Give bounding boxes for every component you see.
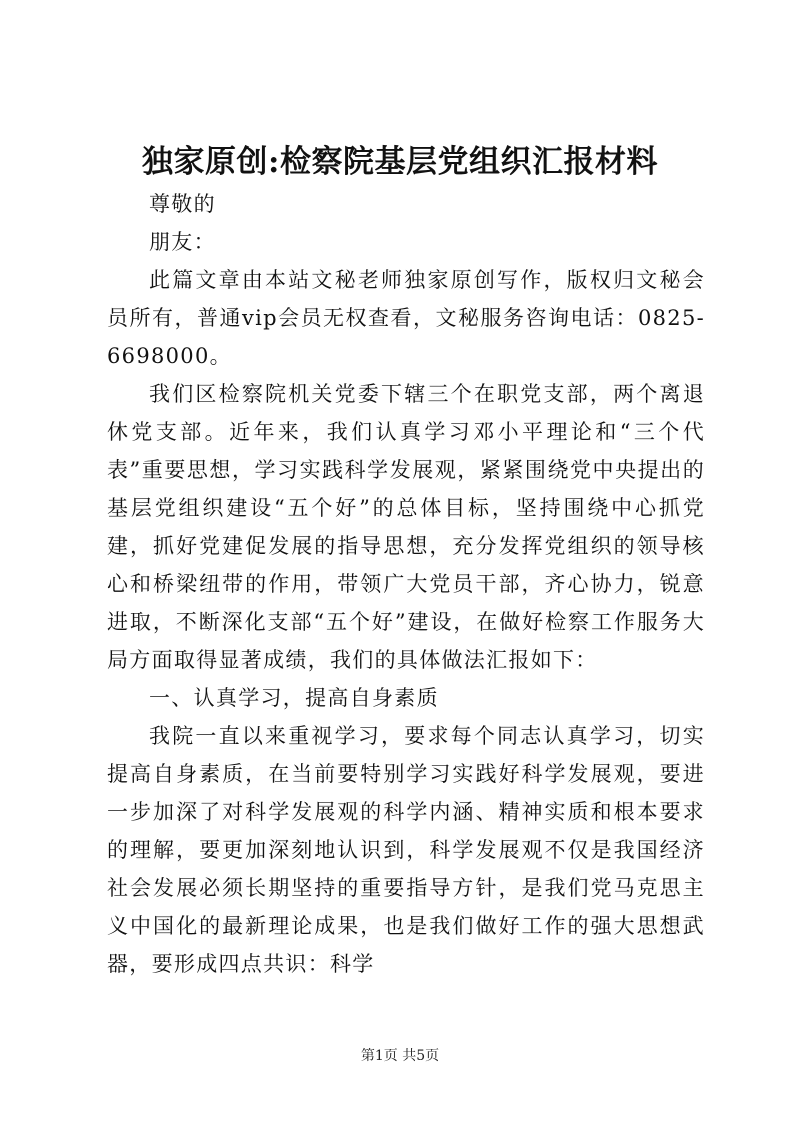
intro-paragraph: 我们区检察院机关党委下辖三个在职党支部，两个离退休党支部。近年来，我们认真学习邓小平理论和“三个代表”重要思想，学习实践科学发展观，紧紧围绕党中央提出的基层党组织建设“五个好”的总体目标，坚持围绕中心抓党建，抓好党建促发展的指导思想，充分发挥党组织的领导核心和桥梁纽带的作用，带领广大党员干部，齐心协力，锐意进取，不断深化支部“五个好”建设，在做好检察工作服务大局方面取得显著成绩，我们的具体做法汇报如下： (107, 382, 705, 672)
salutation-line-2: 朋友： (149, 230, 216, 254)
document-title: 独家原创:检察院基层党组织汇报材料 (142, 144, 658, 180)
page-number-footer: 第1页 共5页 (360, 1048, 440, 1064)
copyright-notice-paragraph: 此篇文章由本站文秘老师独家原创写作，版权归文秘会员所有，普通vip会员无权查看，文秘服务咨询电话：0825-6698000。 (107, 268, 705, 368)
section-1-paragraph: 我院一直以来重视学习，要求每个同志认真学习，切实提高自身素质，在当前要特别学习实践好科学发展观，要进一步加深了对科学发展观的科学内涵、精神实质和根本要求的理解，要更加深刻地认识到，科学发展观不仅是我国经济社会发展必须长期坚持的重要指导方针，是我们党马克思主义中国化的最新理论成果，也是我们做好工作的强大思想武器，要形成四点共识：科学 (107, 724, 705, 976)
section-heading-1: 一、认真学习，提高自身素质 (149, 686, 439, 710)
document-body (107, 185, 705, 983)
salutation-line-1: 尊敬的 (149, 192, 216, 216)
